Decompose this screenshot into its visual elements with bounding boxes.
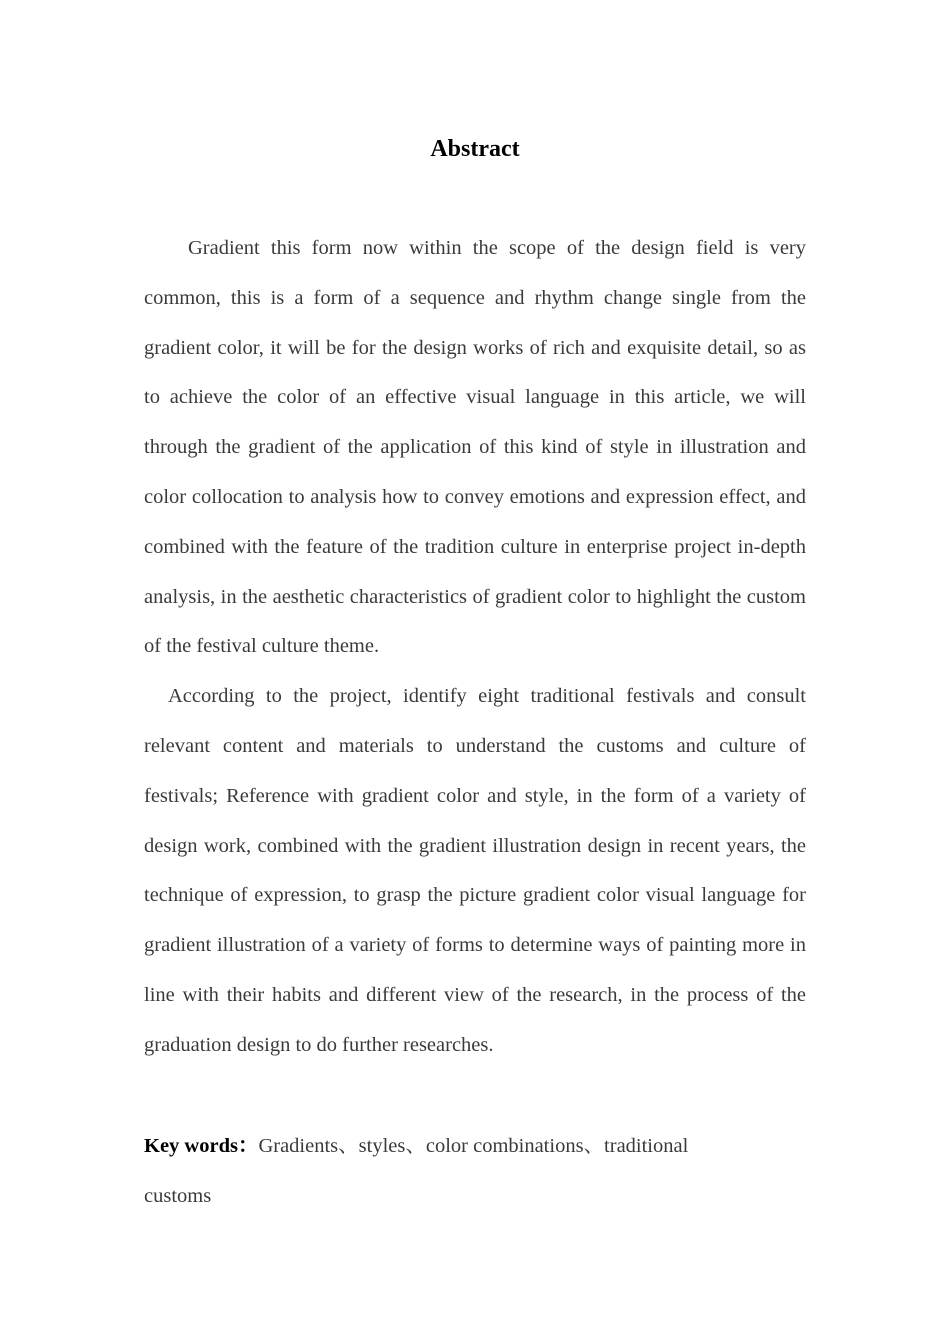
keywords-label: Key words：: [144, 1135, 259, 1157]
abstract-paragraph-2: According to the project, identify eight traditional festivals and consult relevant content and materials to understand the customs and culture of festivals; Reference with gradient color and style, in the form of a variety of design work, combined with the gradient illustration design in recent years, the technique of expression, to grasp the picture gradient color visual language for gradient illustration of a variety of forms to determine ways of painting more in line with their habits and different view of the research, in the process of the graduation design to do further researches.: [144, 685, 806, 1056]
keywords-line: [144, 1122, 744, 1222]
abstract-body: [144, 224, 806, 1071]
abstract-paragraph-1: Gradient this form now within the scope of the design field is very common, this is a form of a sequence and rhythm change single from the gradient color, it will be for the design works of rich and exquisite detail, so as to achieve the color of an effective visual language in this article, we will through the gradient of the application of this kind of style in illustration and color collocation to analysis how to convey emotions and expression effect, and combined with the feature of the tradition culture in enterprise project in-depth analysis, in the aesthetic characteristics of gradient color to highlight the custom of the festival culture theme.: [144, 237, 806, 658]
page-title: Abstract: [430, 136, 520, 162]
keywords-text: Gradients、styles、color combinations、traditional customs: [144, 1135, 689, 1207]
